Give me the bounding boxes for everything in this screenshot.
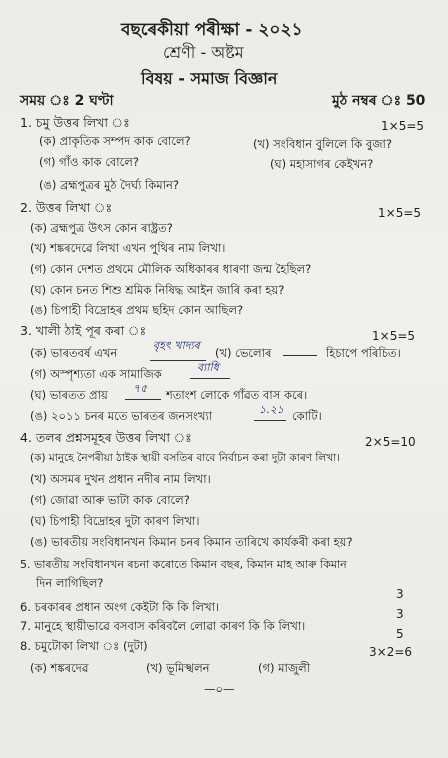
section-6-heading: 6. চৰকাৰৰ প্ৰধান অংগ কেইটা কি কি লিখা। <box>20 600 220 614</box>
blank-line <box>125 399 161 400</box>
section-1-marks: 1×5=5 <box>381 119 425 133</box>
class-label: শ্ৰেণী - অষ্টম <box>163 43 244 62</box>
time-label: সময় ঃ 2 ঘণ্টা <box>20 93 114 109</box>
handwritten-answer: ৭৫ <box>133 382 148 395</box>
section-7-heading: 7. মানুহে স্থায়ীভাৱে বসবাস কৰিবলৈ লোৱা কাৰণ কি কি লিখা। <box>20 619 306 633</box>
question-item: (গ) অস্পৃশ্যতা এক সামাজিক <box>30 367 162 381</box>
question-item: শতাংশ লোকে গাঁৱত বাস কৰে। <box>166 388 308 402</box>
question-item: (খ) শঙ্কৰদেৱে লিখা এখন পুথিৰ নাম লিখা। <box>30 241 226 255</box>
question-item: (ঘ) ভাৰতত প্ৰায় <box>30 388 108 402</box>
section-2-marks: 1×5=5 <box>378 206 422 220</box>
total-marks: মুঠ নম্বৰ ঃ 50 <box>332 93 426 109</box>
question-item: (খ) ভূমিস্খলন <box>146 661 210 675</box>
question-item: (ঙ) ভাৰতীয় সংবিধানখন কিমান চনৰ কিমান তাৰিখে কাৰ্যকৰী কৰা হয়? <box>30 535 353 549</box>
blank-line <box>254 420 286 421</box>
section-1-heading: 1. চমু উত্তৰ লিখা ঃ <box>20 115 130 130</box>
exam-title: বছৰেকীয়া পৰীক্ষা - ২০২১ <box>121 20 303 40</box>
question-item: (খ) ভেলোৰ <box>215 346 272 360</box>
question-item: (ঘ) মহাসাগৰ কেইখন? <box>270 157 374 171</box>
section-5-marks: 3 <box>396 587 404 601</box>
blank-line <box>190 378 230 379</box>
section-6-marks: 3 <box>396 607 404 621</box>
question-item: (খ) সংবিধান বুলিলে কি বুজা? <box>253 137 392 151</box>
handwritten-answer: বৃহৎ খাদ্যৰ <box>153 339 200 352</box>
section-5-heading: 5. ভাৰতীয় সংবিধানখন ৰচনা কৰোতে কিমান বছৰ, কিমান মাহ আৰু কিমান <box>20 558 347 571</box>
question-item: (ঘ) কোন চনত শিশু শ্ৰমিক নিষিদ্ধ আইন জাৰি কৰা হয়? <box>30 283 285 297</box>
question-item: (ঙ) ২০১১ চনৰ মতে ভাৰতৰ জনসংখ্যা <box>30 409 213 423</box>
question-item: (গ) জোৱা আৰু ভাটা কাক বোলে? <box>30 493 190 507</box>
question-item: (ক) ব্ৰহ্মপুত্ৰ উৎস কোন ৰাষ্ট্ৰত? <box>30 221 173 235</box>
question-item: (ঙ) ব্ৰহ্মপুত্ৰৰ মুঠ দৈৰ্ঘ্য কিমান? <box>39 178 179 192</box>
section-4-marks: 2×5=10 <box>365 435 416 449</box>
question-item: (গ) মাজুলী <box>258 661 311 675</box>
question-item: (খ) অসমৰ দুখন প্ৰধান নদীৰ নাম লিখা। <box>30 472 211 486</box>
section-2-heading: 2. উত্তৰ লিখা ঃ <box>20 200 113 215</box>
section-7-marks: 5 <box>396 627 404 641</box>
handwritten-answer: ব্যাধি <box>197 361 219 374</box>
question-item: হিচাপে পৰিচিত। <box>326 346 401 360</box>
end-mark: —০— <box>204 682 235 696</box>
handwritten-answer: ১.২১ <box>259 403 284 416</box>
section-8-heading: 8. চমুটোকা লিখা ঃ (দুটা) <box>20 639 148 653</box>
question-item: (ঙ) চিপাহী বিদ্ৰোহৰ প্ৰথম ছহিদ কোন আছিল? <box>30 303 244 317</box>
section-5-heading-cont: দিন লাগিছিল? <box>36 576 104 590</box>
question-item: (ক) ভাৰতবৰ্ষ এখন <box>30 346 118 360</box>
question-item: (ঘ) চিপাহী বিদ্ৰোহৰ দুটা কাৰণ লিখা। <box>30 514 200 528</box>
question-item: (ক) শঙ্কৰদেৱ <box>30 661 89 675</box>
section-3-marks: 1×5=5 <box>372 329 416 343</box>
question-item: (ক) প্ৰাকৃতিক সম্পদ কাক বোলে? <box>39 134 191 148</box>
section-3-heading: 3. খালী ঠাই পূৰ কৰা ঃ <box>20 323 147 338</box>
subject-label: বিষয় - সমাজ বিজ্ঞান <box>141 69 278 88</box>
question-item: (গ) গাঁও কাক বোলে? <box>39 155 139 169</box>
question-item: (গ) কোন দেশত প্ৰথমে মৌলিক অধিকাৰৰ ধাৰণা জন্ম হৈছিল? <box>30 262 312 276</box>
blank-line <box>283 355 317 356</box>
section-4-heading: 4. তলৰ প্ৰশ্নসমূহৰ উত্তৰ লিখা ঃ <box>20 430 192 445</box>
question-item: (ক) মানুহে নৈপৰীয়া ঠাইক স্থায়ী বসতিৰ বাবে নিৰ্বাচন কৰা দুটা কাৰণ লিখা। <box>30 452 340 464</box>
section-8-marks: 3×2=6 <box>369 645 413 659</box>
question-item: কোটি। <box>292 409 322 423</box>
